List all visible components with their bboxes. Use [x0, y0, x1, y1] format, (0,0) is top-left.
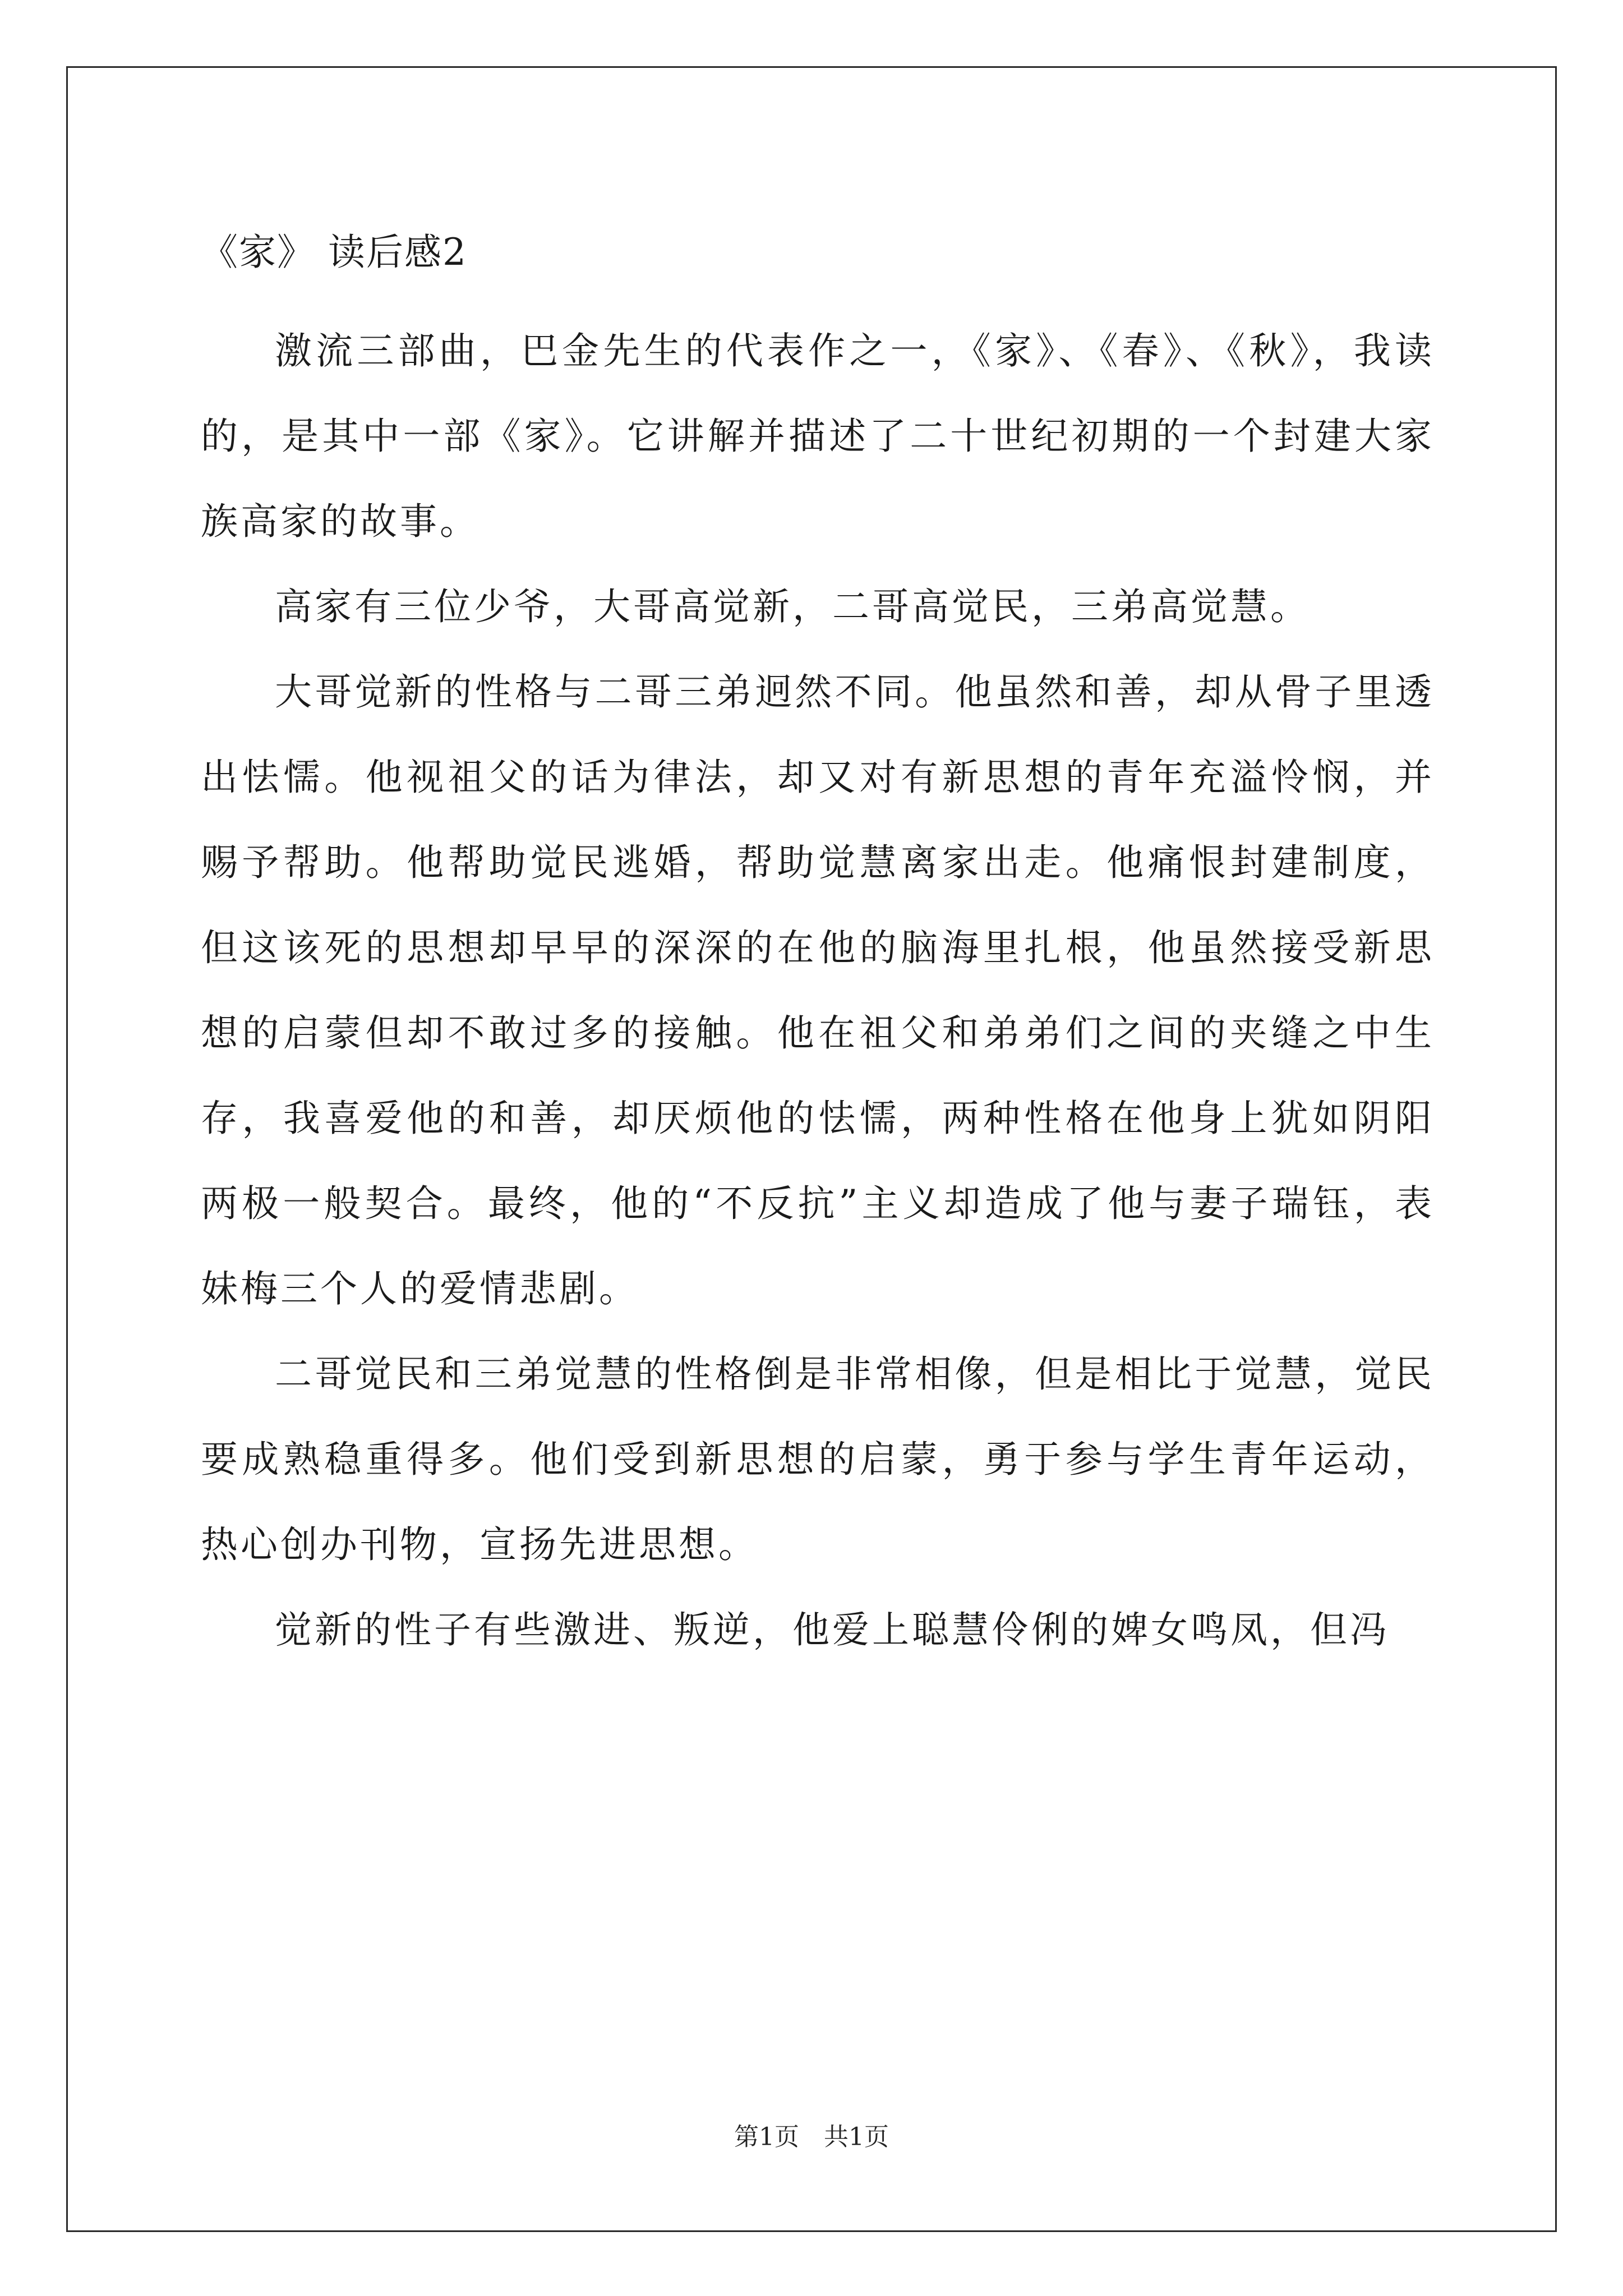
- page-number: 第1页 共1页: [734, 2123, 889, 2151]
- paragraph-1: 激流三部曲，巴金先生的代表作之一，《家》、《春》、《秋》，我读的，是其中一部《家》。它讲解并描述了二十世纪初期的一个封建大家族高家的故事。: [201, 329, 1435, 543]
- paragraph-2: 高家有三位少爷，大哥高觉新，二哥高觉民，三弟高觉慧。: [275, 585, 1310, 628]
- paragraph-5: 觉新的性子有些激进、叛逆，他爱上聪慧伶俐的婢女鸣凤，但冯: [275, 1608, 1390, 1651]
- document-title: 《家》 读后感2: [201, 231, 467, 274]
- page-footer: [0, 2120, 1623, 2154]
- paragraph-3: 大哥觉新的性格与二哥三弟迥然不同。他虽然和善，却从骨子里透出怯懦。他视祖父的话为律法，却又对有新思想的青年充溢怜悯，并赐予帮助。他帮助觉民逃婚，帮助觉慧离家出走。他痛恨封建制度，但这该死的思想却早早的深深的在他的脑海里扎根，他虽然接受新思想的启蒙但却不敢过多的接触。他在祖父和弟弟们之间的夹缝之中生存，我喜爱他的和善，却厌烦他的怯懦，两种性格在他身上犹如阴阳两极一般契合。最终，他的“不反抗”主义却造成了他与妻子瑞钰，表妹梅三个人的爱情悲剧。: [201, 670, 1435, 1310]
- document-body: [201, 223, 1435, 1673]
- paragraph-4: 二哥觉民和三弟觉慧的性格倒是非常相像，但是相比于觉慧，觉民要成熟稳重得多。他们受到新思想的启蒙，勇于参与学生青年运动，热心创办刊物，宣扬先进思想。: [201, 1352, 1435, 1566]
